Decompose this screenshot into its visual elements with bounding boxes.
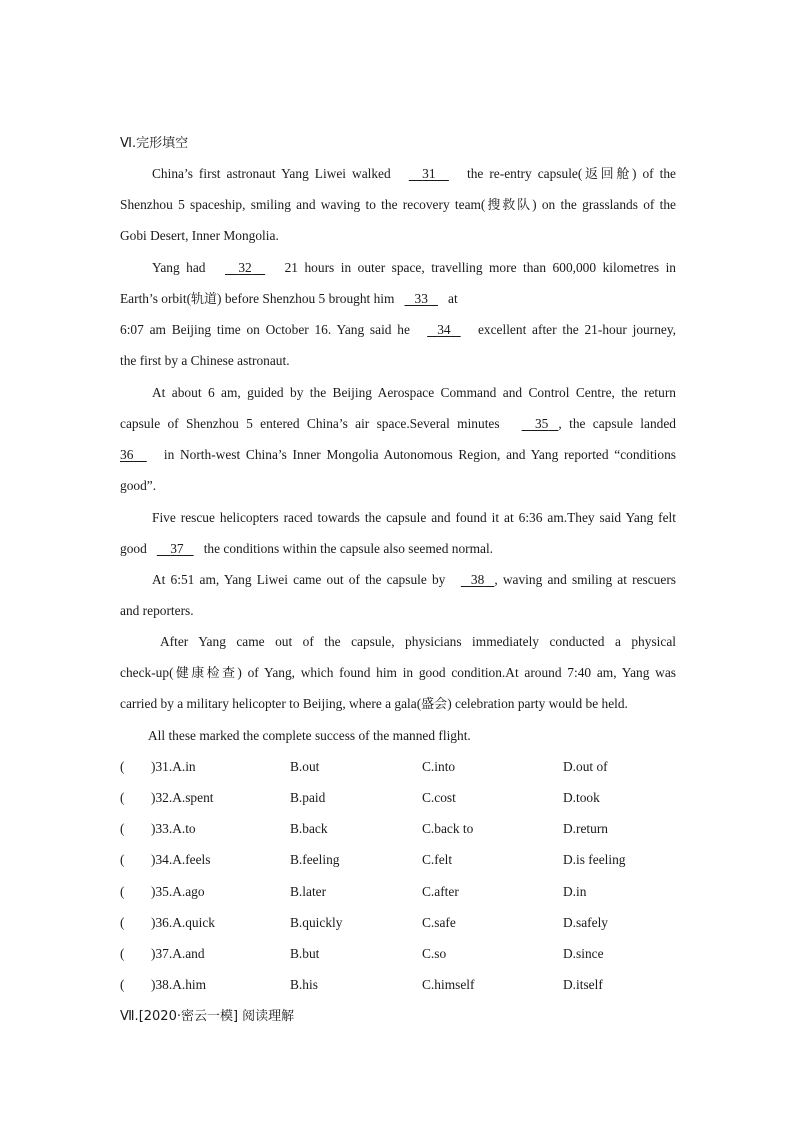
blank-31: 31 [422, 166, 436, 181]
option-c: C.after [422, 884, 459, 899]
option-c: C.safe [422, 915, 456, 930]
option-c: C.so [422, 946, 447, 961]
option-d: D.itself [563, 977, 603, 992]
option-b: B.paid [290, 790, 326, 805]
blank-35: 35 [534, 416, 549, 431]
p3-line-3: 36 in North-west China’s Inner Mongolia Autonomous Region, and Yang reported “conditions [120, 447, 676, 462]
blank-37: 37 [170, 541, 184, 556]
option-a: )35.A.ago [151, 884, 205, 899]
option-a: )34.A.feels [151, 852, 211, 867]
section-7-title: Ⅶ.[2020·密云一模] 阅读理解 [120, 1009, 295, 1024]
option-c: C.cost [422, 790, 456, 805]
blank-33: 33 [414, 291, 428, 306]
p3-line-4: good”. [120, 478, 157, 493]
option-b: B.his [290, 977, 318, 992]
p5-line-1: At 6:51 am, Yang Liwei came out of the capsule by 38 , waving and smiling at rescuers [152, 572, 676, 587]
option-a: )32.A.spent [151, 790, 214, 805]
option-d: D.took [563, 790, 600, 805]
option-b: B.later [290, 884, 327, 899]
option-b: B.quickly [290, 915, 343, 930]
answer-paren[interactable]: ( [120, 821, 125, 836]
p2-line-2: Earth’s orbit(轨道) before Shenzhou 5 brought him 33 at [120, 291, 458, 307]
answer-paren[interactable]: ( [120, 915, 125, 930]
p1-line-1: China’s first astronaut Yang Liwei walked 31 the re-entry capsule(返回舱) of the [152, 166, 676, 182]
p6-line-3: carried by a military helicopter to Beijing, where a gala(盛会) celebration party would be held. [120, 696, 628, 712]
p7-line-1: All these marked the complete success of the manned flight. [148, 728, 471, 743]
section-6-title: Ⅵ.完形填空 [120, 136, 189, 151]
option-c: C.into [422, 759, 456, 774]
blank-34: 34 [437, 322, 451, 337]
p5-line-2: and reporters. [120, 603, 194, 618]
answer-paren[interactable]: ( [120, 759, 125, 774]
blank-38: 38 [470, 572, 485, 587]
answer-paren[interactable]: ( [120, 946, 125, 961]
option-c: C.himself [422, 977, 475, 992]
p2-line-3: 6:07 am Beijing time on October 16. Yang said he 34 excellent after the 21-hour journey, [120, 322, 677, 337]
p6-line-1: After Yang came out of the capsule, physicians immediately conducted a physical [160, 634, 676, 649]
option-d: D.is feeling [563, 852, 626, 867]
option-d: D.in [563, 884, 587, 899]
option-b: B.back [290, 821, 328, 836]
option-b: B.feeling [290, 852, 340, 867]
p6-line-2: check-up(健康检查) of Yang, which found him in good condition.At around 7:40 am, Yang was [120, 665, 676, 681]
blank-32: 32 [238, 260, 252, 275]
blank-36: 36 [120, 447, 134, 462]
answer-paren[interactable]: ( [120, 884, 125, 899]
option-a: )37.A.and [151, 946, 205, 961]
answer-paren[interactable]: ( [120, 852, 125, 867]
answer-paren[interactable]: ( [120, 790, 125, 805]
p4-line-2: good 37 the conditions within the capsule also seemed normal. [120, 541, 494, 556]
option-d: D.since [563, 946, 604, 961]
option-d: D.return [563, 821, 608, 836]
option-b: B.out [290, 759, 320, 774]
option-b: B.but [290, 946, 320, 961]
option-a: )38.A.him [151, 977, 207, 992]
p3-line-1: At about 6 am, guided by the Beijing Aerospace Command and Control Centre, the return [152, 385, 676, 400]
p2-line-1: Yang had 32 21 hours in outer space, travelling more than 600,000 kilometres in [152, 260, 676, 275]
p1-line-2: Shenzhou 5 spaceship, smiling and waving to the recovery team(搜救队) on the grasslands of the [120, 197, 676, 213]
option-a: )31.A.in [151, 759, 196, 774]
answer-paren[interactable]: ( [120, 977, 125, 992]
option-a: )36.A.quick [151, 915, 215, 930]
option-d: D.safely [563, 915, 608, 930]
p2-line-4: the first by a Chinese astronaut. [120, 353, 290, 368]
p1-line-3: Gobi Desert, Inner Mongolia. [120, 228, 279, 243]
p3-line-2: capsule of Shenzhou 5 entered China’s air space.Several minutes 35 , the capsule landed [120, 416, 676, 431]
option-a: )33.A.to [151, 821, 196, 836]
option-c: C.back to [422, 821, 474, 836]
option-d: D.out of [563, 759, 608, 774]
p4-line-1: Five rescue helicopters raced towards the capsule and found it at 6:36 am.They said Yang felt [152, 510, 676, 525]
option-c: C.felt [422, 852, 453, 867]
